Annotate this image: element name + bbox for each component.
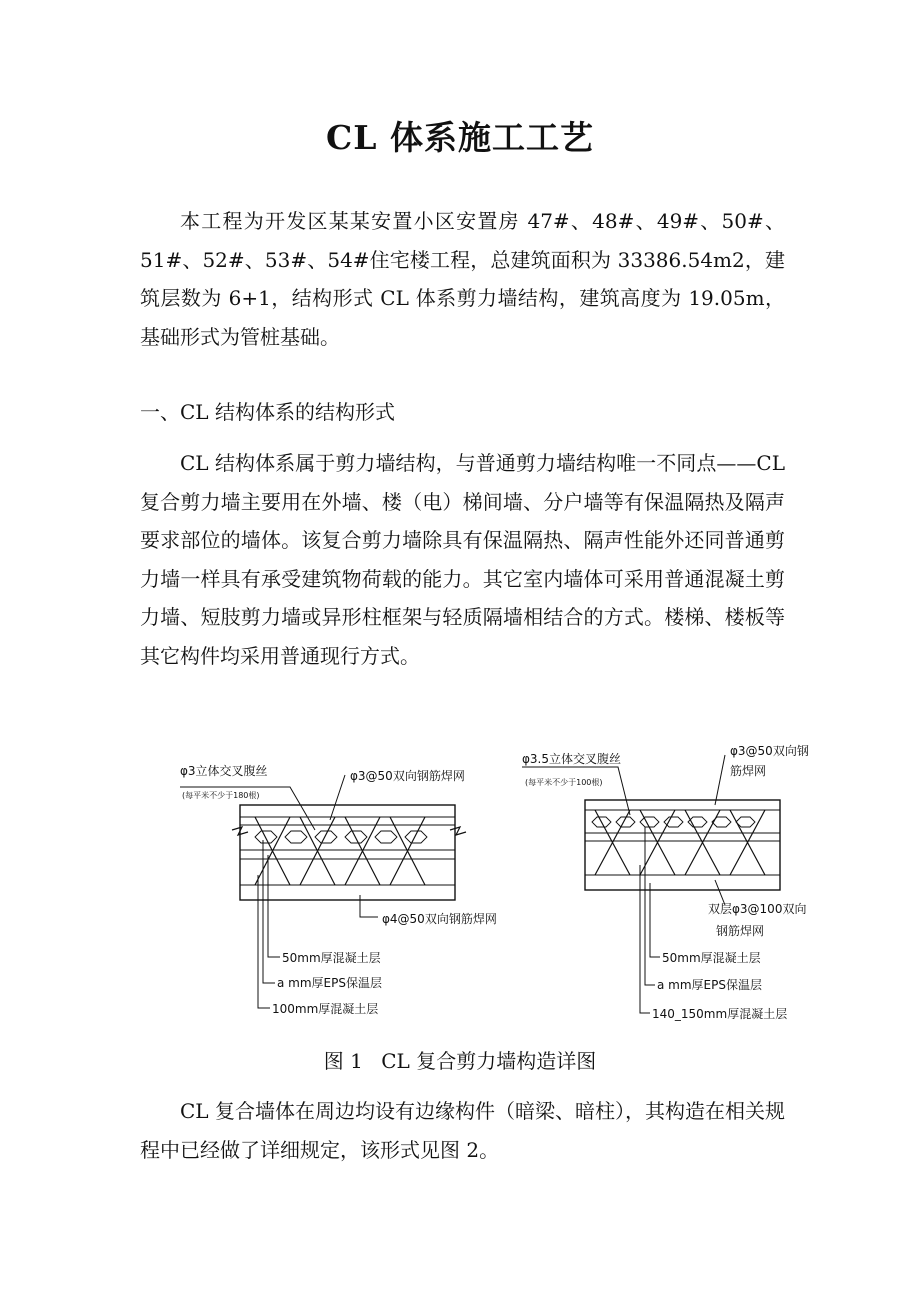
right-layer2-label: a mm厚EPS保温层 — [657, 978, 762, 992]
wall-detail-figure — [160, 735, 820, 1035]
caption-number: 图 1 — [323, 1049, 363, 1073]
right-truss-label: φ3.5立体交叉腹丝 — [522, 752, 622, 766]
right-layer3-label: 140_150mm厚混凝土层 — [652, 1007, 788, 1021]
right-wall-diagram — [522, 744, 809, 1021]
left-layer1-label: 50mm厚混凝土层 — [282, 951, 381, 965]
right-layer1-label: 50mm厚混凝土层 — [662, 951, 761, 965]
left-truss-note: (每平米不少于180根) — [182, 791, 260, 800]
left-layer3-label: 100mm厚混凝土层 — [272, 1002, 379, 1016]
right-bottom-mesh-label-1: 双层φ3@100双向 — [708, 902, 807, 916]
left-top-mesh-label: φ3@50双向钢筋焊网 — [350, 769, 465, 783]
right-bottom-mesh-label-2: 钢筋焊网 — [716, 924, 765, 938]
right-top-mesh-label-2: 筋焊网 — [730, 764, 767, 778]
intro-paragraph: 本工程为开发区某某安置小区安置房 47#、48#、49#、50#、51#、52#、53#、54#住宅楼工程，总建筑面积为 33386.54m2，建筑层数为 6+1，结构形式 CL 体系剪力墙结构，建筑高度为 19.05m，基础形式为管桩基础。 — [140, 209, 785, 349]
caption-text: CL 复合剪力墙构造详图 — [381, 1049, 597, 1073]
section-paragraph: CL 结构体系属于剪力墙结构，与普通剪力墙结构唯一不同点——CL 复合剪力墙主要用在外墙、楼（电）梯间墙、分户墙等有保温隔热及隔声要求部位的墙体。该复合剪力墙除具有保温隔热、隔声性能外还同普通剪力墙一样具有承受建筑物荷载的能力。其它室内墙体可采用普通混凝土剪力墙、短肢剪力墙或异形柱框架与轻质隔墙相结合的方式。楼梯、楼板等其它构件均采用普通现行方式。 — [140, 451, 785, 668]
section-heading: 一、CL 结构体系的结构形式 — [140, 400, 395, 424]
left-bottom-mesh-label: φ4@50双向钢筋焊网 — [382, 912, 497, 926]
left-wall-diagram — [180, 763, 497, 1016]
left-layer2-label: a mm厚EPS保温层 — [277, 976, 382, 990]
left-truss-label: φ3立体交叉腹丝 — [180, 764, 268, 778]
page-title: CL 体系施工工艺 — [326, 118, 594, 157]
right-top-mesh-label-1: φ3@50双向钢 — [730, 744, 809, 758]
section-paragraph-2: CL 复合墙体在周边均设有边缘构件（暗梁、暗柱），其构造在相关规程中已经做了详细规定，该形式见图 2。 — [140, 1099, 785, 1162]
figure-caption — [0, 1045, 920, 1074]
right-truss-note: (每平米不少于100根) — [525, 778, 603, 787]
